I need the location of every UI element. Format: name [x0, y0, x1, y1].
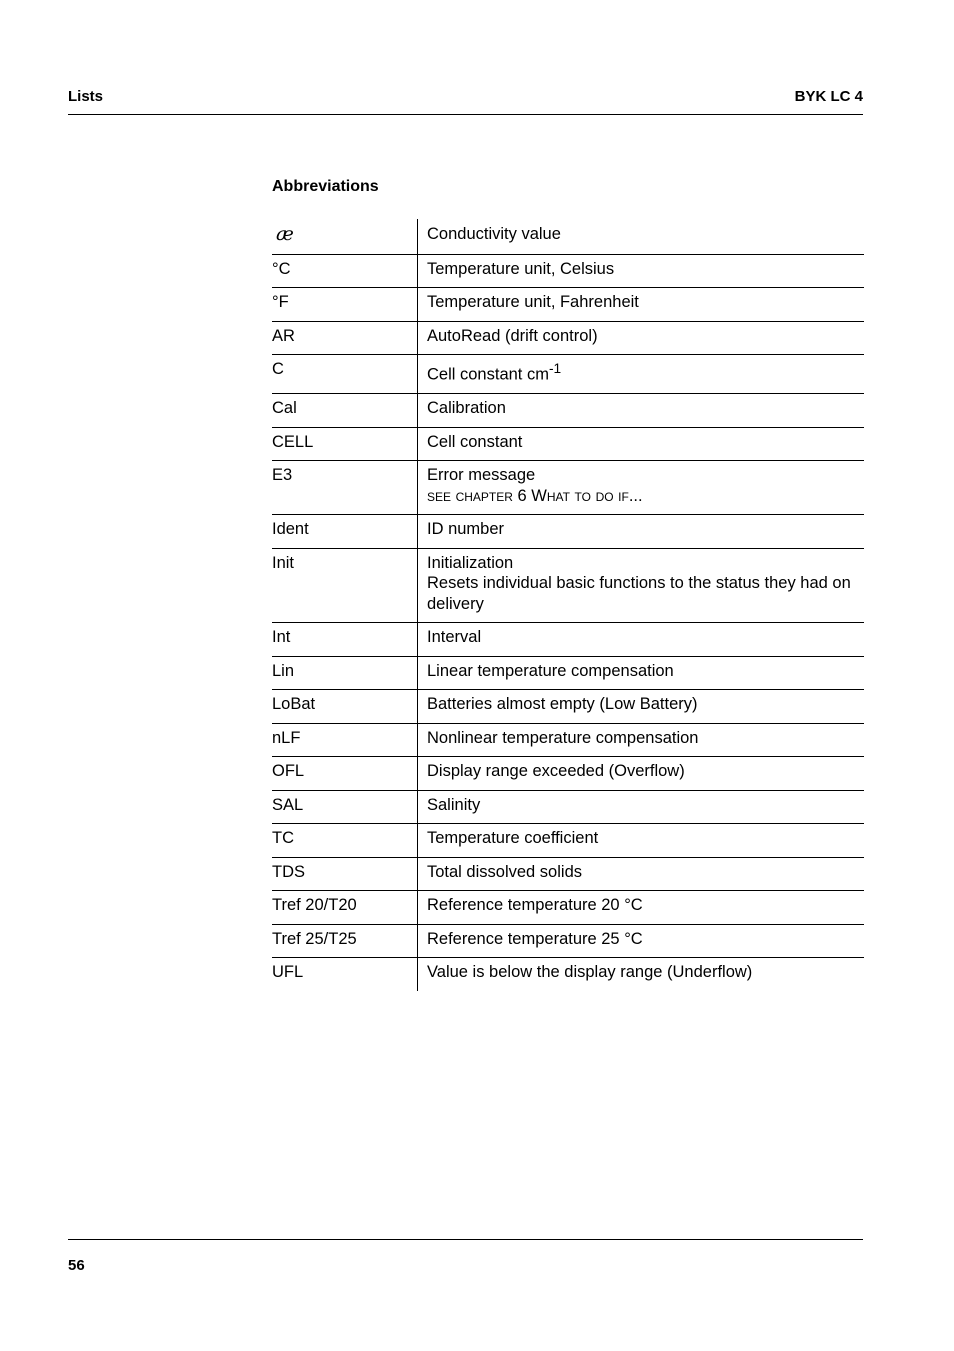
table-row — [272, 757, 864, 791]
abbreviation-term: nLF — [272, 723, 418, 757]
chapter-reference: see chapter 6 What to do if... — [427, 486, 643, 505]
header-product-name: BYK LC 4 — [794, 88, 863, 105]
table-row — [272, 219, 864, 254]
table-row — [272, 515, 864, 549]
table-row — [272, 857, 864, 891]
header-section-name: Lists — [68, 88, 104, 105]
table-row — [272, 321, 864, 355]
table-row — [272, 427, 864, 461]
abbreviation-description: Interval — [418, 623, 865, 657]
table-row — [272, 394, 864, 428]
abbreviation-term: UFL — [272, 958, 418, 991]
conductivity-symbol: æ — [276, 223, 294, 245]
abbreviation-description: Batteries almost empty (Low Battery) — [418, 690, 865, 724]
abbreviation-term: Cal — [272, 394, 418, 428]
page-header — [68, 86, 863, 115]
abbreviation-term: E3 — [272, 461, 418, 515]
abbreviation-description: Value is below the display range (Underflow) — [418, 958, 865, 991]
abbreviation-description: Total dissolved solids — [418, 857, 865, 891]
abbreviation-term: OFL — [272, 757, 418, 791]
abbreviation-description: Salinity — [418, 790, 865, 824]
table-row — [272, 656, 864, 690]
abbreviation-term — [272, 219, 418, 254]
abbreviation-term: Ident — [272, 515, 418, 549]
table-row — [272, 958, 864, 991]
table-row — [272, 690, 864, 724]
abbreviation-description: Conductivity value — [427, 225, 561, 243]
page-footer — [68, 1239, 863, 1274]
table-row — [272, 623, 864, 657]
table-row — [272, 723, 864, 757]
abbreviation-term: SAL — [272, 790, 418, 824]
abbreviation-description: ID number — [418, 515, 865, 549]
abbreviation-term: C — [272, 355, 418, 394]
abbreviation-description: Temperature unit, Fahrenheit — [418, 288, 865, 322]
abbreviation-term: LoBat — [272, 690, 418, 724]
abbreviation-description: Reference temperature 20 °C — [418, 891, 865, 925]
abbreviation-description: Cell constant — [418, 427, 865, 461]
abbreviation-description: Temperature unit, Celsius — [418, 254, 865, 288]
abbreviation-description — [418, 548, 865, 623]
superscript: -1 — [548, 361, 562, 376]
abbreviation-term: °C — [272, 254, 418, 288]
abbreviation-description: Reference temperature 25 °C — [418, 924, 865, 958]
abbreviation-description: Calibration — [418, 394, 865, 428]
description-text: Cell constant cm — [427, 365, 549, 384]
abbreviation-term: Tref 20/T20 — [272, 891, 418, 925]
table-row — [272, 355, 864, 394]
abbreviation-term: Tref 25/T25 — [272, 924, 418, 958]
page-number: 56 — [68, 1257, 85, 1274]
abbreviation-term: TDS — [272, 857, 418, 891]
abbreviation-description — [418, 461, 865, 515]
table-row — [272, 461, 864, 515]
abbreviation-description: Display range exceeded (Overflow) — [418, 757, 865, 791]
table-row — [272, 924, 864, 958]
abbreviation-term: TC — [272, 824, 418, 858]
abbreviation-term: Lin — [272, 656, 418, 690]
abbreviation-term: Int — [272, 623, 418, 657]
table-row — [272, 790, 864, 824]
abbreviations-table — [272, 219, 864, 991]
table-row — [272, 891, 864, 925]
description-detail: Resets individual basic functions to the status they had on delivery — [427, 574, 851, 613]
abbreviation-term: AR — [272, 321, 418, 355]
abbreviation-description — [418, 355, 865, 394]
abbreviation-term: °F — [272, 288, 418, 322]
table-row — [272, 548, 864, 623]
section-title: Abbreviations — [272, 178, 379, 195]
abbreviation-description: Linear temperature compensation — [418, 656, 865, 690]
table-row — [272, 254, 864, 288]
table-row — [272, 824, 864, 858]
abbreviation-term: CELL — [272, 427, 418, 461]
abbreviation-description: Nonlinear temperature compensation — [418, 723, 865, 757]
description-text: Error message — [427, 466, 536, 484]
abbreviation-description: AutoRead (drift control) — [418, 321, 865, 355]
description-text: Initialization — [427, 553, 514, 572]
abbreviation-term: Init — [272, 548, 418, 623]
table-row — [272, 288, 864, 322]
abbreviation-description: Temperature coefficient — [418, 824, 865, 858]
